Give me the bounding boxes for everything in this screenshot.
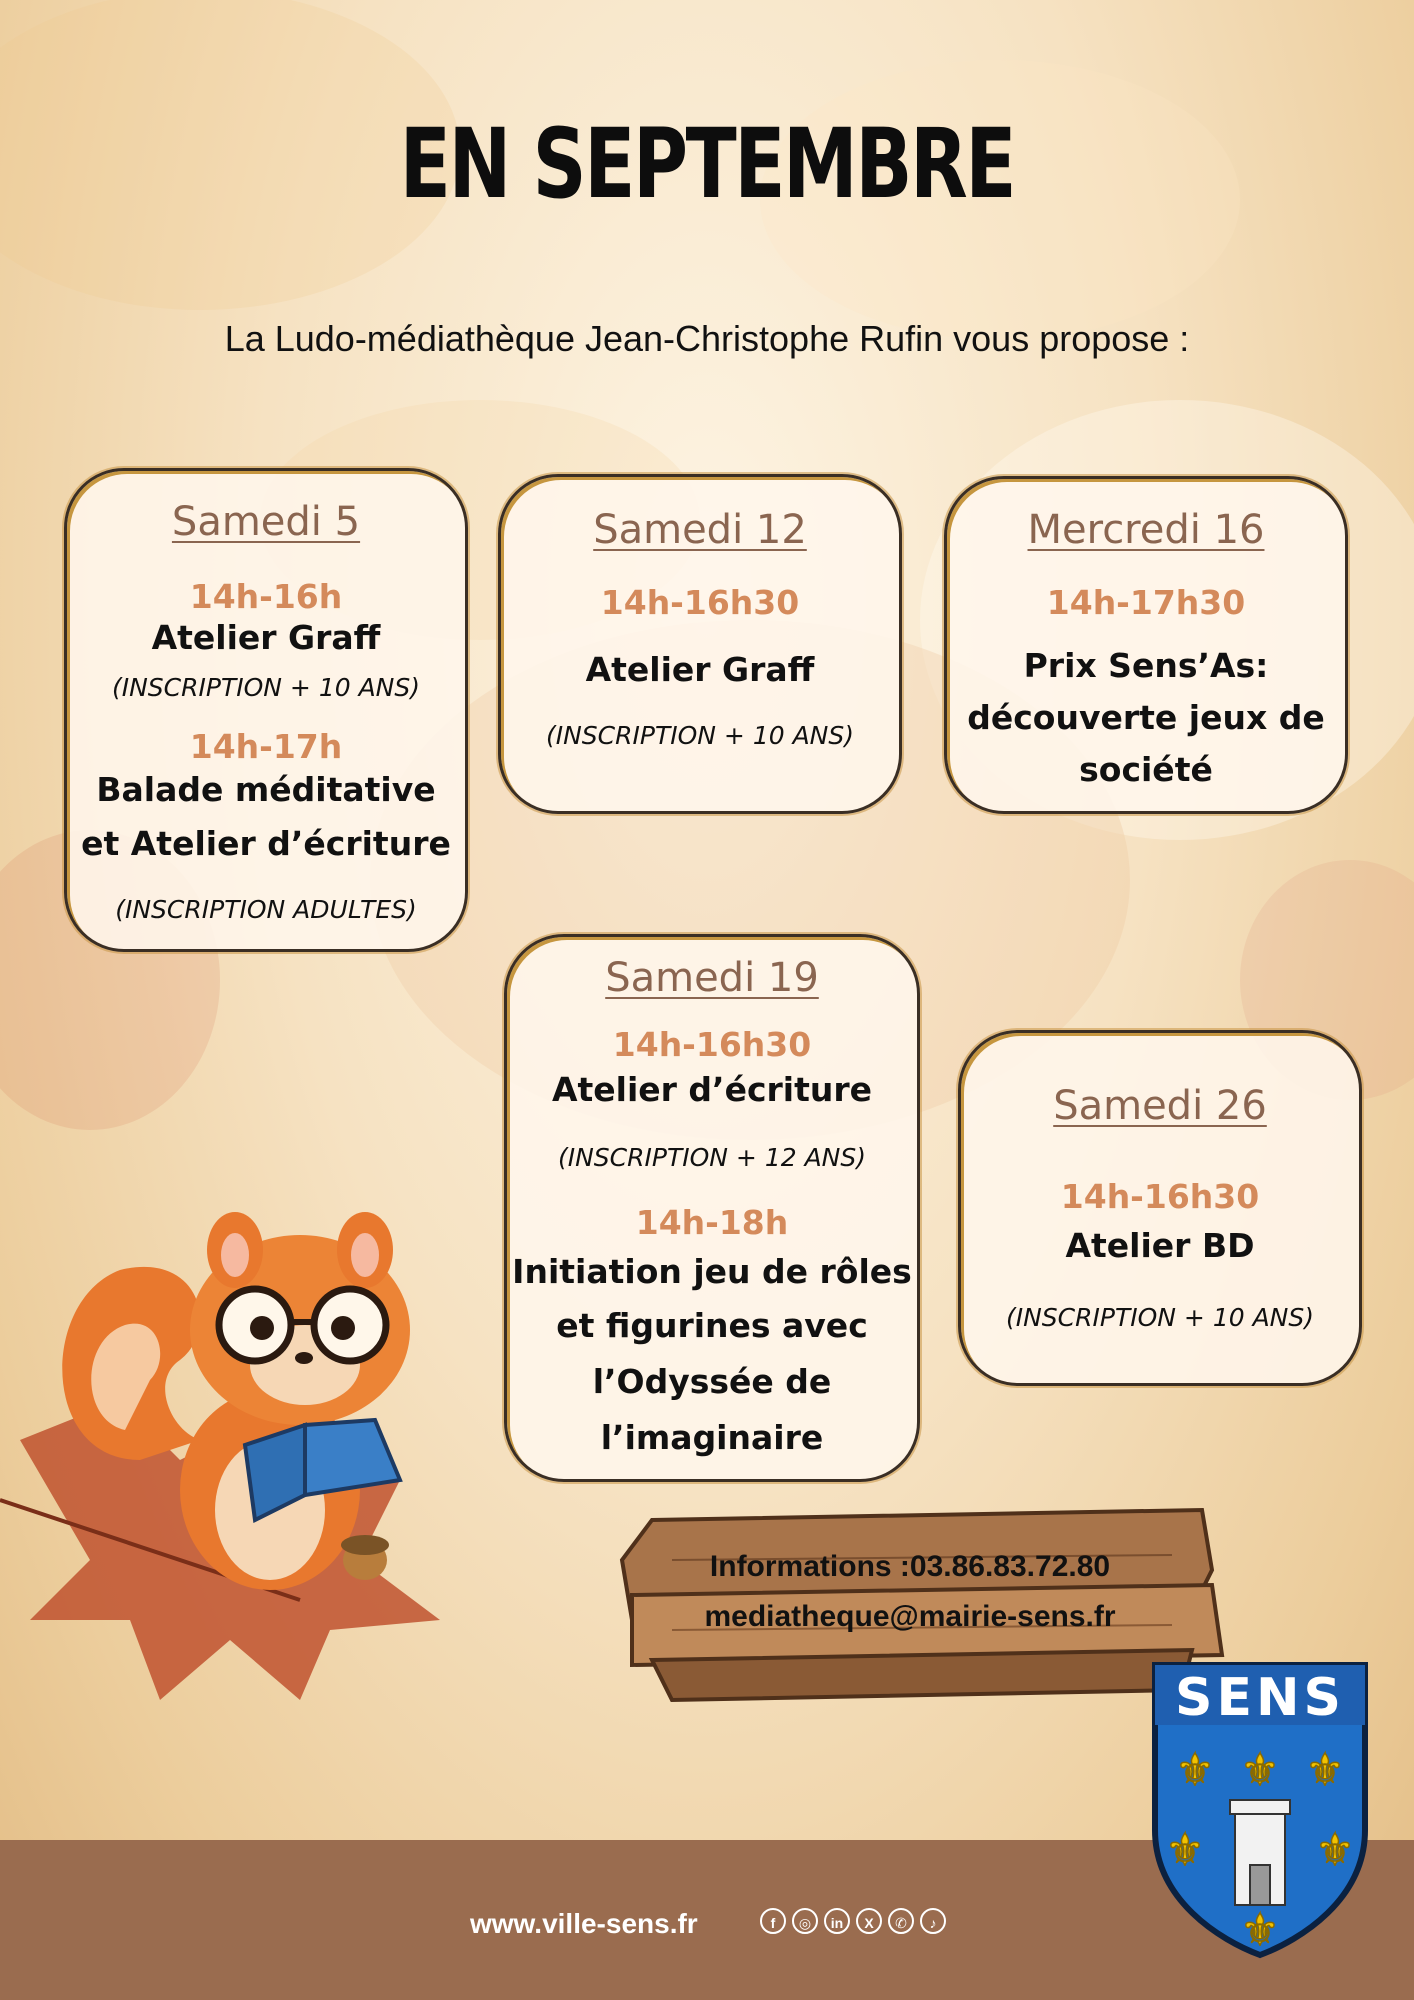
logo-text: SENS: [1175, 1668, 1345, 1728]
event-card-mercredi-16: [944, 476, 1348, 814]
card-activity-line: Initiation jeu de rôles: [512, 1252, 912, 1291]
card-activity-line: et Atelier d’écriture: [81, 824, 451, 863]
info-phone: Informations :03.86.83.72.80: [709, 1550, 1111, 1583]
card-activity-line: Balade méditative: [96, 770, 436, 809]
event-card-samedi-5: [64, 468, 468, 952]
card-time: 14h-16h30: [612, 1025, 812, 1064]
card-activity: Atelier Graff: [585, 650, 815, 689]
card-activity-line: et figurines avec: [556, 1306, 868, 1345]
website-link[interactable]: www.ville-sens.fr: [470, 1908, 698, 1939]
card-day: Samedi 19: [605, 955, 819, 1001]
whatsapp-icon[interactable]: ✆: [888, 1908, 914, 1934]
card-note: (INSCRIPTION + 10 ANS): [545, 721, 855, 750]
card-activity-line: l’imaginaire: [600, 1418, 824, 1457]
card-note: (INSCRIPTION ADULTES): [115, 895, 417, 924]
svg-text:⚜: ⚜: [1165, 1826, 1205, 1875]
instagram-icon[interactable]: ◎: [792, 1908, 818, 1934]
card-note: (INSCRIPTION + 10 ANS): [111, 673, 421, 702]
card-day: Mercredi 16: [1027, 507, 1265, 553]
card-activity: Atelier Graff: [151, 618, 381, 657]
page-subtitle: La Ludo-médiathèque Jean-Christophe Rufin vous propose :: [224, 318, 1190, 359]
svg-text:⚜: ⚜: [1315, 1826, 1355, 1875]
card-activity-line: société: [1079, 750, 1213, 789]
card-time: 14h-17h30: [1046, 583, 1246, 622]
info-email[interactable]: mediatheque@mairie-sens.fr: [704, 1600, 1116, 1633]
svg-text:⚜: ⚜: [1240, 1746, 1280, 1795]
event-card-samedi-12: [498, 474, 902, 814]
svg-text:⚜: ⚜: [1175, 1746, 1215, 1795]
svg-text:⚜: ⚜: [1240, 1906, 1280, 1955]
card-day: Samedi 26: [1053, 1083, 1267, 1129]
card-day: Samedi 5: [171, 499, 361, 545]
tiktok-icon[interactable]: ♪: [920, 1908, 946, 1934]
card-note: (INSCRIPTION + 12 ANS): [557, 1143, 867, 1172]
linkedin-icon[interactable]: in: [824, 1908, 850, 1934]
card-activity-line: l’Odyssée de: [592, 1362, 832, 1401]
card-time: 14h-16h: [189, 577, 343, 616]
card-note: (INSCRIPTION + 10 ANS): [1005, 1303, 1315, 1332]
card-time: 14h-16h30: [1060, 1177, 1260, 1216]
card-day: Samedi 12: [593, 507, 807, 553]
card-activity-line: découverte jeux de: [967, 698, 1325, 737]
page-title: EN SEPTEMBRE: [399, 108, 1015, 220]
card-activity: Atelier BD: [1065, 1226, 1255, 1265]
svg-text:⚜: ⚜: [1305, 1746, 1345, 1795]
sens-coat-of-arms-logo: [1150, 1660, 1370, 1960]
card-activity: Atelier d’écriture: [551, 1070, 873, 1109]
event-card-samedi-19: [504, 934, 920, 1482]
card-activity-line: Prix Sens’As:: [1023, 646, 1269, 685]
event-card-samedi-26: [958, 1030, 1362, 1386]
squirrel-reading-illustration: [0, 1100, 480, 1720]
facebook-icon[interactable]: f: [760, 1908, 786, 1934]
card-time: 14h-17h: [189, 727, 343, 766]
x-icon[interactable]: X: [856, 1908, 882, 1934]
card-time: 14h-18h: [635, 1203, 789, 1242]
card-time: 14h-16h30: [600, 583, 800, 622]
